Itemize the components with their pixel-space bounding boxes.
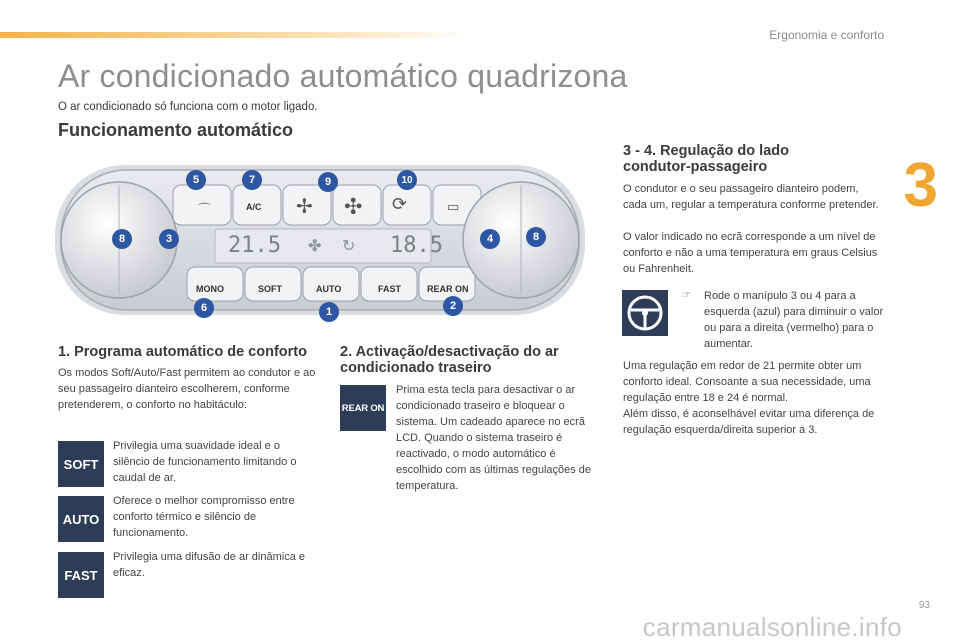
panel-fan-low-icon: ✢ <box>296 196 313 218</box>
callout-1: 1 <box>319 302 339 322</box>
panel-button-soft: SOFT <box>258 284 282 294</box>
callout-4: 4 <box>480 229 500 249</box>
section3-para1: O condutor e o seu passageiro dianteiro podem, cada um, regular a temperatura conforme pretender. <box>623 183 879 211</box>
section3-para3: Uma regulação em redor de 21 permite obter um conforto ideal. Consoante a sua necessidade, uma regulação entre 18 e 24 é normal. <box>623 360 871 404</box>
section3-bullet: Rode o manípulo 3 ou 4 para a esquerda (azul) para diminuir o valor ou para a direita (vermelho) para o aumentar. <box>704 290 884 350</box>
rear-on-key-icon: REAR ON <box>340 385 386 431</box>
callout-7: 7 <box>242 170 262 190</box>
panel-display-left: 21.5 <box>228 233 281 258</box>
panel-button-auto: AUTO <box>316 284 342 294</box>
panel-defrost-front-icon: ⌒ <box>198 202 212 217</box>
panel-fan-icon: ✤ <box>308 238 322 255</box>
steering-wheel-icon <box>622 290 668 336</box>
section-title: Funcionamento automático <box>58 120 294 140</box>
callout-9: 9 <box>318 172 338 192</box>
section2-text: Prima esta tecla para desactivar o ar condicionado traseiro e bloquear o sistema. Um cadeado aparece no ecrã LCD. Quando o sistema traseiro é reactivado, o modo automático é escolhido com as últimas regulações de temperatura. <box>396 384 592 492</box>
page-number: 93 <box>918 600 930 611</box>
panel-button-mono: MONO <box>196 284 224 294</box>
callout-10: 10 <box>397 170 417 190</box>
callout-6: 6 <box>194 298 214 318</box>
section3-para4: Além disso, é aconselhável evitar uma diferença de regulação esquerda/direita superior a 3. <box>623 408 875 436</box>
section2-heading: 2. Activação/desactivação do ar condicionado traseiro <box>340 344 559 376</box>
panel-display-right: 18.5 <box>390 233 443 258</box>
panel-recirculation-icon: ⟳ <box>392 194 408 214</box>
auto-description: Oferece o melhor compromisso entre conforto térmico e silêncio de funcionamento. <box>113 495 295 539</box>
panel-fan-high-icon: ✣ <box>344 194 363 219</box>
panel-defrost-rear-icon: ▭ <box>447 199 460 214</box>
section1-heading: 1. Programa automático de conforto <box>58 344 307 360</box>
section-header: Ergonomia e conforto <box>769 28 884 42</box>
callout-8-left: 8 <box>112 229 132 249</box>
page-title: Ar condicionado automático quadrizona <box>58 58 628 94</box>
bullet-marker: ☞ <box>682 290 691 301</box>
header-accent-bar <box>0 32 470 38</box>
callout-3: 3 <box>159 229 179 249</box>
panel-button-fast: FAST <box>378 284 402 294</box>
panel-button-ac: A/C <box>246 202 262 212</box>
auto-key-icon: AUTO <box>58 496 104 542</box>
section3-heading: 3 - 4. Regulação do lado condutor-passageiro <box>623 143 789 175</box>
panel-recirc-icon: ↻ <box>342 238 356 255</box>
chapter-number: 3 <box>903 151 938 220</box>
section3-para2: O valor indicado no ecrã corresponde a um nível de conforto e não a uma temperatura em graus Celsius ou Fahrenheit. <box>623 231 878 275</box>
callout-2: 2 <box>443 296 463 316</box>
watermark: carmanualsonline.info <box>642 612 902 642</box>
section1-intro: Os modos Soft/Auto/Fast permitem ao condutor e ao seu passageiro dianteiro escolherem, conforme pretenderem, o conforto no habitáculo: <box>58 367 316 411</box>
fast-key-icon: FAST <box>58 552 104 598</box>
callout-8-right: 8 <box>526 227 546 247</box>
panel-button-rear-on: REAR ON <box>427 284 469 294</box>
soft-description: Privilegia uma suavidade ideal e o silêncio de funcionamento limitando o caudal de ar. <box>113 440 297 484</box>
soft-key-icon: SOFT <box>58 441 104 487</box>
page-subtitle: O ar condicionado só funciona com o motor ligado. <box>58 101 318 113</box>
callout-5: 5 <box>186 170 206 190</box>
fast-description: Privilegia uma difusão de ar dinâmica e eficaz. <box>113 551 305 579</box>
